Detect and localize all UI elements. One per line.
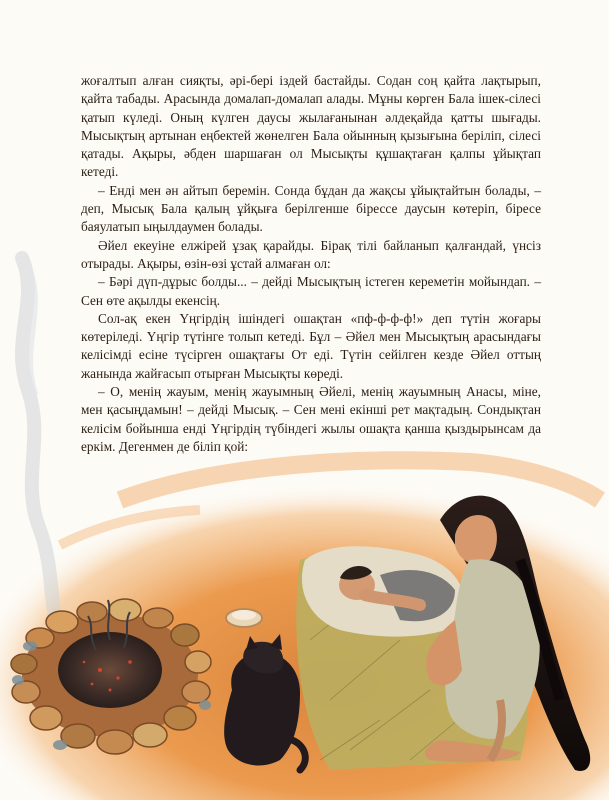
paragraph-1: жоғалтып алған сияқты, әрі-бері іздей бастайды. Содан соң қайта лақтырып, қайта табады. Арасында домалап-домалап алады. Мұны көрген Бала ішек-сілесі қатып күледі. Оның күлген даусы жылағанынан әлдеқайда қатты шығады. Мысықтың артынан еңбектей жөнелген Бала ойынның қызығына беріліп, сілесі қатады. Ақыры, әбден шаршаған ол Мысықты құшақтаған қалпы ұйықтап кетеді. [81,73,541,180]
paragraph-6: – О, менің жауым, менің жауымның Әйелі, менің жауымның Анасы, міне, мен қасыңдамын! – дейді Мысық. – Сен мені екінші рет мақтадың. Сондықтан келісім бойынша енді Үңгірдің түбіндегі жылы ошақта қанша қыздырынсам да еркім. Дегенмен де біліп қой: [81,384,541,454]
paragraph-3: Әйел екеуіне елжірей ұзақ қарайды. Бірақ тілі байланып қалғандай, үнсіз отырады. Ақыры, өзін-өзі ұстай алмаған ол: [81,237,541,271]
paragraph-2: – Енді мен ән айтып беремін. Сонда бұдан да жақсы ұйықтайтын болады, – деп, Мысық Бала қалың ұйқыға берілгенше бірессе даусын көтеріп, біресе баяулатып ыңылдаумен болады. [81,182,541,235]
story-text [81,72,541,456]
paragraph-5: Сол-ақ екен Үңгірдің ішіндегі ошақтан «пф-ф-ф-ф!» деп түтін жоғары көтеріледі. Үңгір түтінге толып кетеді. Бұл – Әйел мен Мысықтың арасындағы келісімді есіне түсірген ошақтағы От еді. Түтін сейілген кезде Әйел оттың жанында жайғасып отырған Мысықты көреді. [81,310,541,381]
paragraph-4: – Бәрі дүп-дұрыс болды... – дейді Мысықтың істеген кереметін мойындап. – Сен өте ақылды екенсің. [81,274,541,308]
